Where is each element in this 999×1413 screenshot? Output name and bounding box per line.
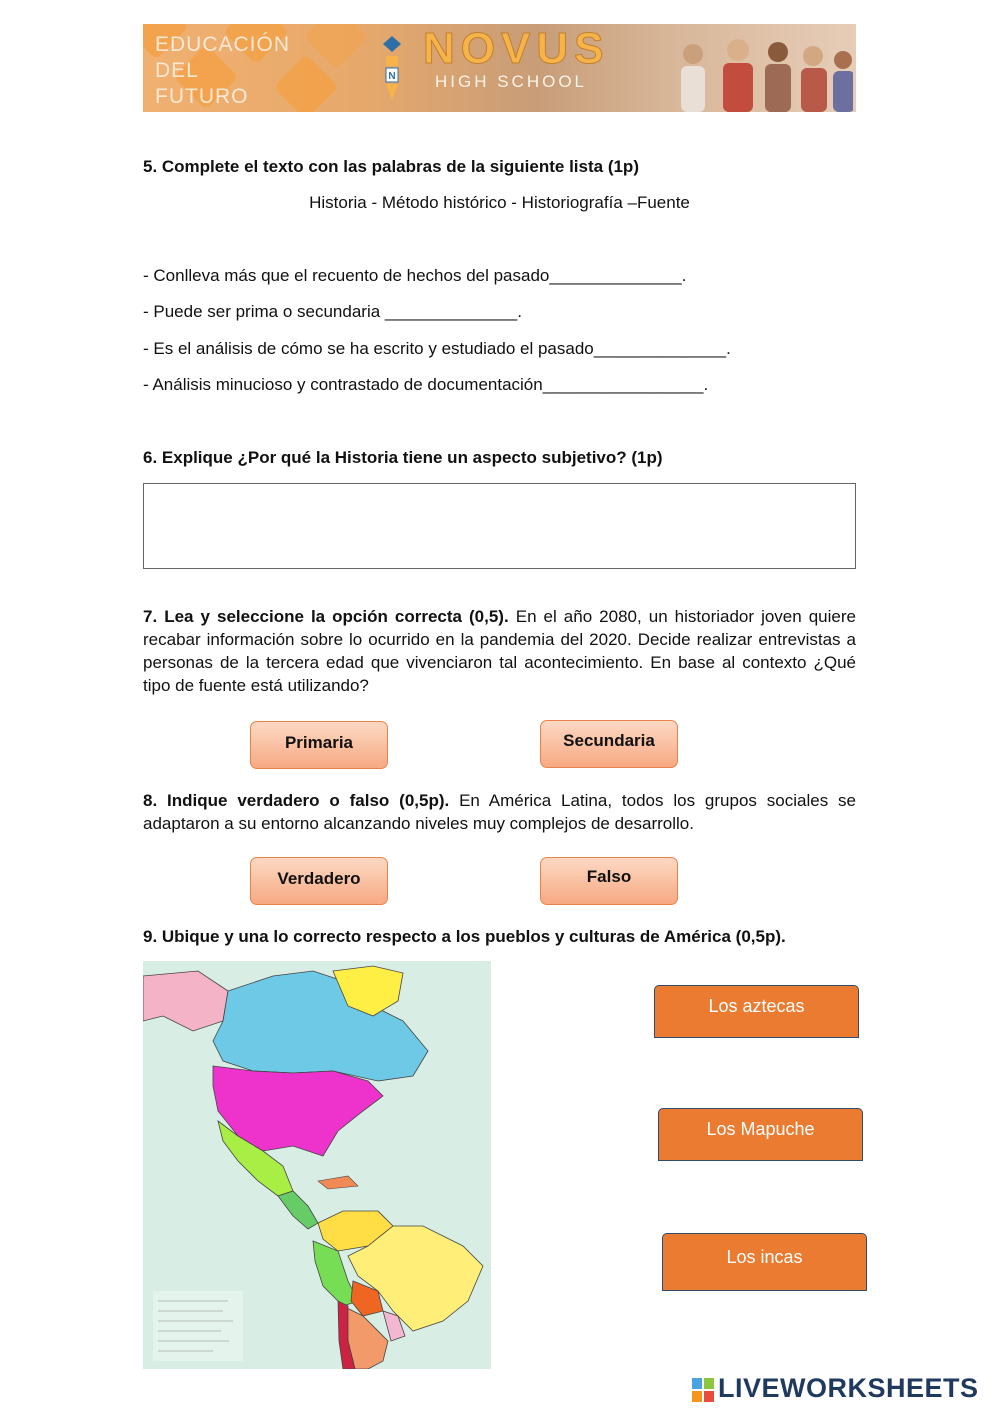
culture-aztecas[interactable]: Los aztecas xyxy=(654,985,859,1038)
q5-word-list: Historia - Método histórico - Historiografía –Fuente xyxy=(309,193,690,212)
q7-title: 7. Lea y seleccione la opción correcta (0,5). xyxy=(143,607,509,626)
q6-answer-box[interactable] xyxy=(143,483,856,569)
q7-text: En el año 2080, un historiador joven quiere recabar información sobre lo ocurrido en la pandemia del 2020. Decide realizar entrevistas a personas de la tercera edad que vivenciaron tal acontecimiento. En base al contexto ¿Qué tipo de fuente está utilizando? xyxy=(143,607,856,695)
culture-incas[interactable]: Los incas xyxy=(662,1233,867,1291)
q6-title: 6. Explique ¿Por qué la Historia tiene un aspecto subjetivo? (1p) xyxy=(143,448,663,467)
q5-title: 5. Complete el texto con las palabras de la siguiente lista (1p) xyxy=(143,157,639,176)
q7-paragraph xyxy=(143,605,856,697)
q9-title: 9. Ubique y una lo correcto respecto a los pueblos y culturas de América (0,5p). xyxy=(143,927,786,946)
q8-option-falso[interactable]: Falso xyxy=(540,857,678,905)
q8-text: En América Latina, todos los grupos sociales se adaptaron a su entorno alcanzando niveles muy complejos de desarrollo. xyxy=(143,791,857,833)
q5-item-2[interactable]: - Puede ser prima o secundaria ______________. xyxy=(143,302,522,321)
q7-option-secundaria[interactable]: Secundaria xyxy=(540,720,678,768)
liveworksheets-brand: LIVEWORKSHEETS xyxy=(718,1373,979,1403)
q7-option-primaria[interactable]: Primaria xyxy=(250,721,388,769)
culture-mapuche[interactable]: Los Mapuche xyxy=(658,1108,863,1161)
banner-slogan: EDUCACIÓN DEL FUTURO xyxy=(155,33,291,108)
q8-option-verdadero[interactable]: Verdadero xyxy=(250,857,388,905)
q5-item-3[interactable]: - Es el análisis de cómo se ha escrito y estudiado el pasado______________. xyxy=(143,339,731,358)
q8-paragraph xyxy=(143,789,856,835)
americas-map xyxy=(143,961,491,1369)
school-banner xyxy=(143,24,856,112)
liveworksheets-icon xyxy=(692,1378,714,1402)
school-subtitle: HIGH SCHOOL xyxy=(435,72,588,91)
students-photo xyxy=(663,32,853,112)
school-name: NOVUS xyxy=(423,24,610,73)
svg-text:N: N xyxy=(388,71,396,82)
q5-item-1[interactable]: - Conlleva más que el recuento de hechos del pasado______________. xyxy=(143,266,687,285)
q8-title: 8. Indique verdadero o falso (0,5p). xyxy=(143,791,450,810)
pencil-logo-icon xyxy=(381,34,403,104)
q5-item-4[interactable]: - Análisis minucioso y contrastado de documentación_________________. xyxy=(143,375,709,394)
